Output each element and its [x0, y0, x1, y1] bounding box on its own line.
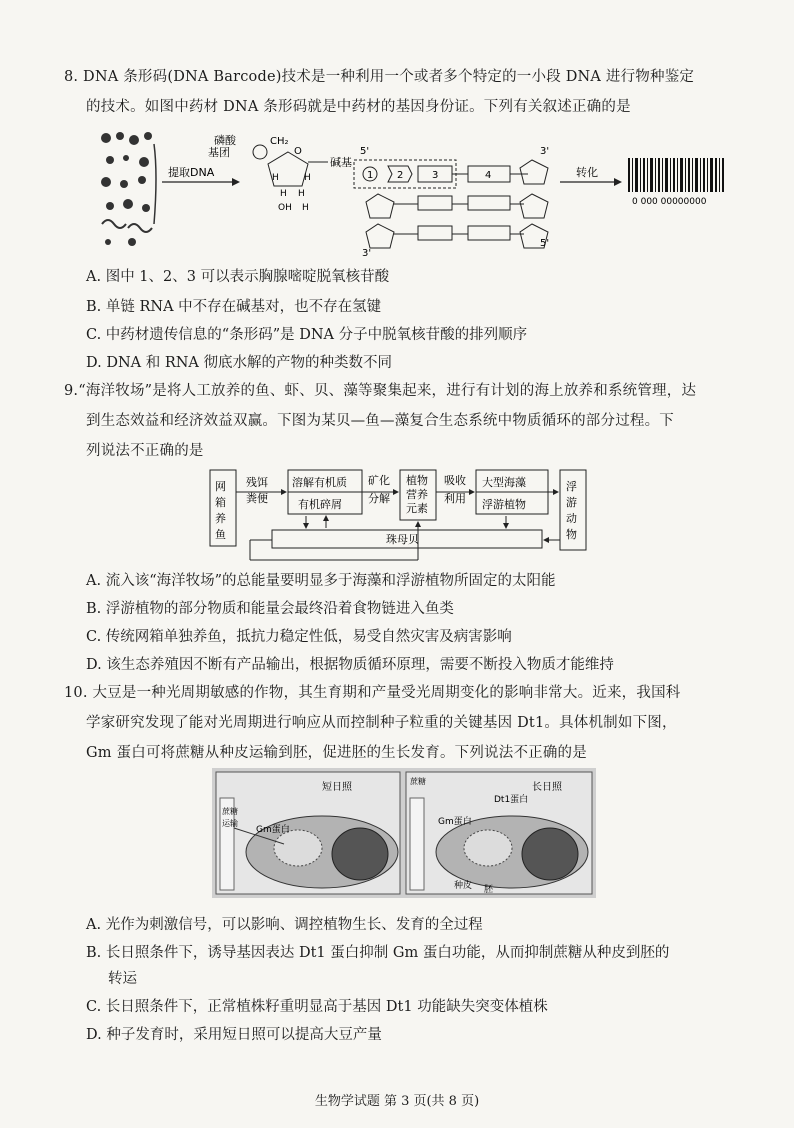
residue-label-2: 粪便 [246, 492, 268, 505]
nutrient-box-3: 元素 [406, 502, 428, 515]
page-footer: 生物学试题 第 3 页(共 8 页) [314, 1094, 480, 1109]
gm-protein-right: Gm蛋白 [438, 817, 472, 827]
q8-stem-line-1: 8. DNA 条形码(DNA Barcode)技术是一种利用一个或者多个特定的一小段 DNA 进行物种鉴定 [64, 69, 695, 85]
photoperiod-figure [212, 768, 596, 898]
prime-label-5-top: 5' [360, 146, 370, 157]
barcode-digits: 0 000 00000000 [632, 197, 707, 207]
zoo-box-char-3: 动 [566, 512, 577, 525]
q9-stem-line-1: 9.“海洋牧场”是将人工放养的鱼、虾、贝、藻等聚集起来，进行有计划的海上放养和系统管理，达 [64, 383, 697, 399]
organic-box-1: 溶解有机质 [292, 476, 347, 489]
nutrient-box-1: 植物 [406, 474, 428, 487]
q10-option-c: C. 长日照条件下，正常植株籽重明显高于基因 Dt1 功能缺失突变体植株 [86, 999, 548, 1015]
fish-box-char-1: 网 [215, 480, 226, 493]
absorb-label-1: 吸收 [444, 474, 466, 487]
box-label-3: 3 [432, 170, 439, 181]
q10-stem-line-2: 学家研究发现了能对光周期进行响应从而控制种子粒重的关键基因 Dt1。具体机制如下图， [86, 715, 677, 731]
fish-box-char-2: 箱 [215, 496, 226, 509]
q9-option-b: B. 浮游植物的部分物质和能量会最终沿着食物链进入鱼类 [86, 601, 454, 617]
q8-option-b: B. 单链 RNA 中不存在碱基对，也不存在氢键 [86, 299, 382, 315]
sucrose-label: 蔗糖 [410, 777, 426, 786]
zoo-box-char-2: 游 [566, 496, 577, 509]
box-label-4: 4 [485, 170, 492, 181]
algae-box-2: 浮游植物 [482, 498, 526, 511]
sucrose-transport-2: 运输 [222, 819, 238, 828]
organic-box-2: 有机碎屑 [298, 498, 342, 511]
extract-dna-label: 提取DNA [168, 166, 215, 179]
seed-coat-label: 种皮 [454, 881, 473, 891]
q9-stem-line-3: 列说法不正确的是 [86, 443, 204, 459]
prime-label-3-top: 3' [540, 146, 550, 157]
gm-protein-left: Gm蛋白 [256, 825, 290, 835]
algae-box-1: 大型海藻 [482, 476, 526, 489]
dna-barcode-figure [92, 124, 732, 259]
sugar-oh: OH [278, 203, 292, 213]
absorb-label-2: 利用 [444, 492, 466, 505]
q10-stem-line-3: Gm 蛋白可将蔗糖从种皮运输到胚，促进胚的生长发育。下列说法不正确的是 [86, 745, 587, 761]
question-10-stem [64, 678, 744, 768]
sugar-h4: H [304, 173, 311, 183]
sugar-ch2: CH₂ [270, 136, 289, 147]
q8-option-d: D. DNA 和 RNA 彻底水解的产物的种类数不同 [86, 355, 393, 371]
residue-label-1: 残饵 [246, 476, 268, 489]
sugar-o: O [294, 146, 302, 157]
marine-ranch-diagram [206, 460, 592, 568]
barcode-image [628, 158, 724, 192]
q10-option-b-cont: 转运 [108, 971, 137, 987]
question-8-stem [64, 62, 744, 122]
prime-label-5-bottom: 5' [540, 238, 550, 249]
zoo-box-char-4: 物 [566, 528, 577, 541]
phosphate-label: 磷酸 [214, 134, 236, 147]
q9-option-c: C. 传统网箱单独养鱼，抵抗力稳定性低，易受自然灾害及病害影响 [86, 629, 512, 645]
nutrient-box-2: 营养 [406, 488, 428, 501]
sugar-h3: H [272, 173, 279, 183]
q8-stem-line-2: 的技术。如图中药材 DNA 条形码就是中药材的基因身份证。下列有关叙述正确的是 [86, 99, 631, 115]
question-9-stem [64, 376, 744, 466]
q9-option-d: D. 该生态养殖因不断有产品输出，根据物质循环原理，需要不断投入物质才能维持 [86, 657, 614, 673]
zoo-box-char-1: 浮 [566, 480, 577, 493]
pearl-oyster-label: 珠母贝 [386, 533, 419, 546]
mineral-label-2: 分解 [368, 492, 390, 505]
phosphate-label-2: 基团 [208, 146, 230, 159]
long-day-title: 长日照 [532, 782, 562, 793]
box-label-2: 2 [397, 170, 404, 181]
q8-option-a: A. 图中 1、2、3 可以表示胸腺嘧啶脱氧核苷酸 [86, 269, 390, 285]
fish-box-char-4: 鱼 [215, 528, 226, 541]
q9-option-a: A. 流入该“海洋牧场”的总能量要明显多于海藻和浮游植物所固定的太阳能 [86, 573, 556, 589]
q8-option-c: C. 中药材遗传信息的“条形码”是 DNA 分子中脱氧核苷酸的排列顺序 [86, 327, 528, 343]
dt1-protein-label: Dt1蛋白 [494, 795, 529, 805]
sugar-h5: H [302, 203, 309, 213]
fish-box-char-3: 养 [215, 512, 226, 525]
short-day-title: 短日照 [322, 782, 352, 793]
mineral-label-1: 矿化 [368, 474, 390, 487]
box-label-1: 1 [367, 170, 374, 181]
q10-option-d: D. 种子发育时，采用短日照可以提高大豆产量 [86, 1027, 382, 1043]
base-label: 碱基 [330, 156, 352, 169]
prime-label-3-bottom: 3' [362, 248, 372, 259]
q10-option-a: A. 光作为刺激信号，可以影响、调控植物生长、发育的全过程 [86, 917, 483, 933]
herb-illustrations [101, 132, 156, 246]
convert-label: 转化 [576, 166, 598, 179]
sugar-h1: H [280, 189, 287, 199]
embryo-label: 胚 [484, 885, 494, 895]
q10-stem-line-1: 10. 大豆是一种光周期敏感的作物，其生育期和产量受光周期变化的影响非常大。近来，我国科 [64, 685, 681, 701]
q10-option-b: B. 长日照条件下，诱导基因表达 Dt1 蛋白抑制 Gm 蛋白功能，从而抑制蔗糖从种皮到胚的 [86, 945, 670, 961]
sugar-h2: H [298, 189, 305, 199]
q9-stem-line-2: 到生态效益和经济效益双赢。下图为某贝—鱼—藻复合生态系统中物质循环的部分过程。下 [86, 413, 674, 429]
sucrose-transport-1: 蔗糖 [222, 807, 238, 816]
